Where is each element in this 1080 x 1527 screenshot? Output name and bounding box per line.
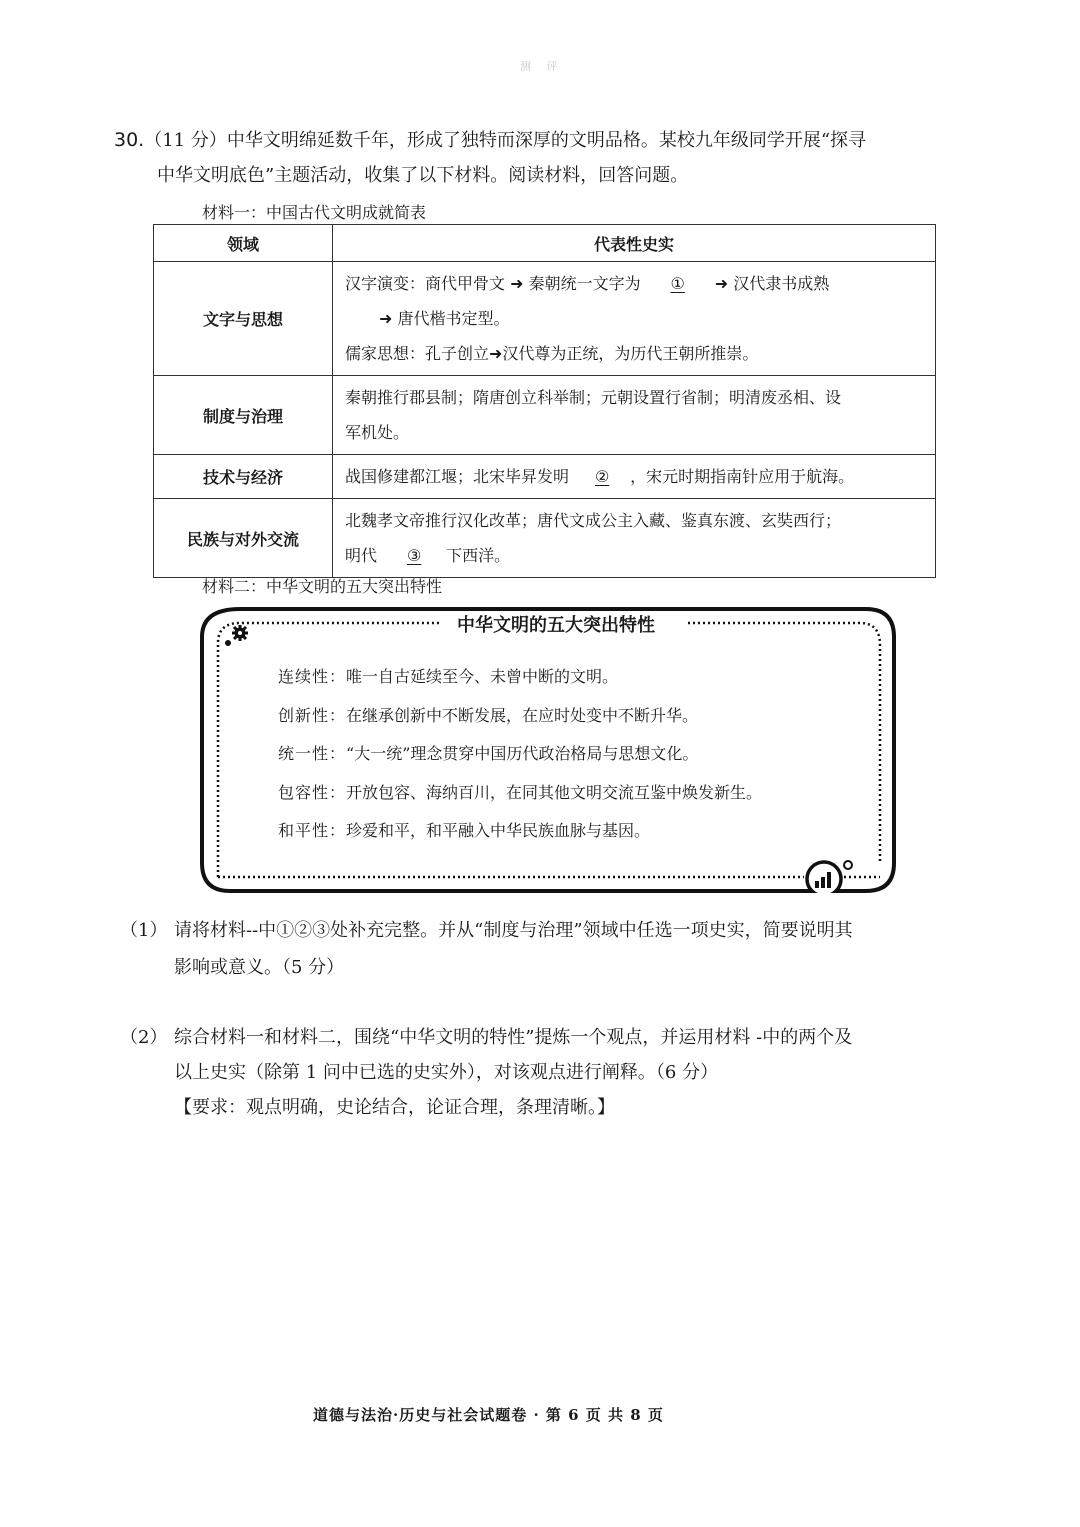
blank-1: ① (670, 274, 685, 293)
blank-2: ② (594, 467, 610, 486)
subq-1-line-1: 请将材料--中①②③处补充完整。并从“制度与治理”领域中任选一项史实，简要说明其 (174, 920, 853, 941)
fact-text: ➜ 汉代隶书成熟 (714, 274, 830, 293)
row-domain: 文字与思想 (154, 262, 333, 376)
list-item (278, 816, 762, 855)
traits-box-title: 中华文明的五大突出特性 (440, 611, 672, 637)
trait-name: 和平性： (278, 821, 347, 840)
trait-name: 创新性： (278, 705, 347, 725)
fact-line (345, 459, 925, 494)
table-row (154, 262, 936, 376)
subq-2-number: （2） (120, 1027, 168, 1048)
row-domain: 民族与对外交流 (154, 499, 333, 578)
table-row (154, 499, 936, 578)
fact-line (345, 538, 925, 573)
subq-1-line-2: 影响或意义。（5 分） (174, 957, 345, 978)
list-item (278, 662, 762, 701)
gear-icon (225, 625, 248, 646)
subq-2-requirement: 【要求：观点明确，史论结合，论证合理，条理清晰。】 (174, 1097, 615, 1118)
row-facts (333, 499, 936, 578)
question-number: 30. (114, 129, 145, 151)
page-footer: 道德与法治·历史与社会试题卷 · 第 6 页 共 8 页 (313, 1406, 664, 1424)
trait-desc: 在继承创新中不断发展，在应时处变中不断升华。 (346, 705, 699, 725)
fact-line: 儒家思想：孔子创立➜汉代尊为正统，为历代王朝所推崇。 (345, 344, 759, 363)
fact-text: 下西洋。 (446, 546, 511, 565)
fact-text: ，宋元时期指南针应用于航海。 (630, 467, 855, 486)
subq-1-number: （1） (120, 920, 168, 941)
trait-desc: 开放包容、海纳百川，在同其他文明交流互鉴中焕发新生。 (346, 782, 763, 802)
fact-text: 明代 (345, 546, 378, 565)
fact-line: 军机处。 (345, 423, 410, 442)
row-facts (333, 262, 936, 376)
row-domain: 技术与经济 (154, 455, 333, 499)
question-line-1 (114, 122, 866, 159)
row-facts (333, 376, 936, 455)
table-row (154, 376, 936, 455)
row-facts (333, 455, 936, 499)
question-intro-1: （11 分）中华文明绵延数千年，形成了独特而深厚的文明品格。某校九年级同学开展“探寻 (144, 130, 867, 151)
list-item (278, 739, 762, 778)
list-item (278, 778, 762, 817)
trait-desc: 珍爱和平，和平融入中华民族血脉与基因。 (346, 821, 651, 840)
trait-name: 包容性： (278, 782, 347, 802)
fact-line: ➜ 唐代楷书定型。 (379, 309, 510, 328)
trait-desc: 唯一自古延续至今、未曾中断的文明。 (346, 667, 619, 686)
col-domain-header: 领域 (154, 225, 333, 262)
question-intro-2: 中华文明底色”主题活动，收集了以下材料。阅读材料，回答问题。 (157, 165, 689, 186)
page-mark: 测 评 (520, 60, 564, 73)
material1-label: 材料一：中国古代文明成就简表 (202, 203, 427, 222)
material2-label: 材料二：中华文明的五大突出特性 (202, 577, 443, 596)
fact-line: 北魏孝文帝推行汉化改革；唐代文成公主入藏、鉴真东渡、玄奘西行； (345, 511, 842, 530)
trait-name: 统一性： (278, 744, 347, 763)
subq-2-line-2: 以上史实（除第 1 问中已选的史实外），对该观点进行阐释。（6 分） (174, 1062, 719, 1083)
table-row (154, 455, 936, 499)
trait-name: 连续性： (278, 667, 347, 686)
subq-2-line-1: 综合材料一和材料二，围绕“中华文明的特性”提炼一个观点，并运用材料 -中的两个及 (174, 1027, 853, 1048)
fact-text: 汉字演变：商代甲骨文 ➜ 秦朝统一文字为 (345, 274, 641, 293)
fact-text: 战国修建都江堰；北宋毕昇发明 (345, 467, 570, 486)
blank-3: ③ (406, 546, 422, 565)
fact-line: 秦朝推行郡县制；隋唐创立科举制；元朝设置行省制；明清废丞相、设 (345, 388, 842, 407)
fact-line (345, 266, 925, 301)
list-item (278, 701, 762, 740)
table-header-row (154, 225, 936, 262)
achievement-table (153, 224, 936, 578)
col-facts-header: 代表性史实 (333, 225, 936, 262)
traits-list (278, 662, 762, 855)
trait-desc: “大一统”理念贯穿中国历代政治格局与思想文化。 (346, 744, 699, 763)
row-domain: 制度与治理 (154, 376, 333, 455)
